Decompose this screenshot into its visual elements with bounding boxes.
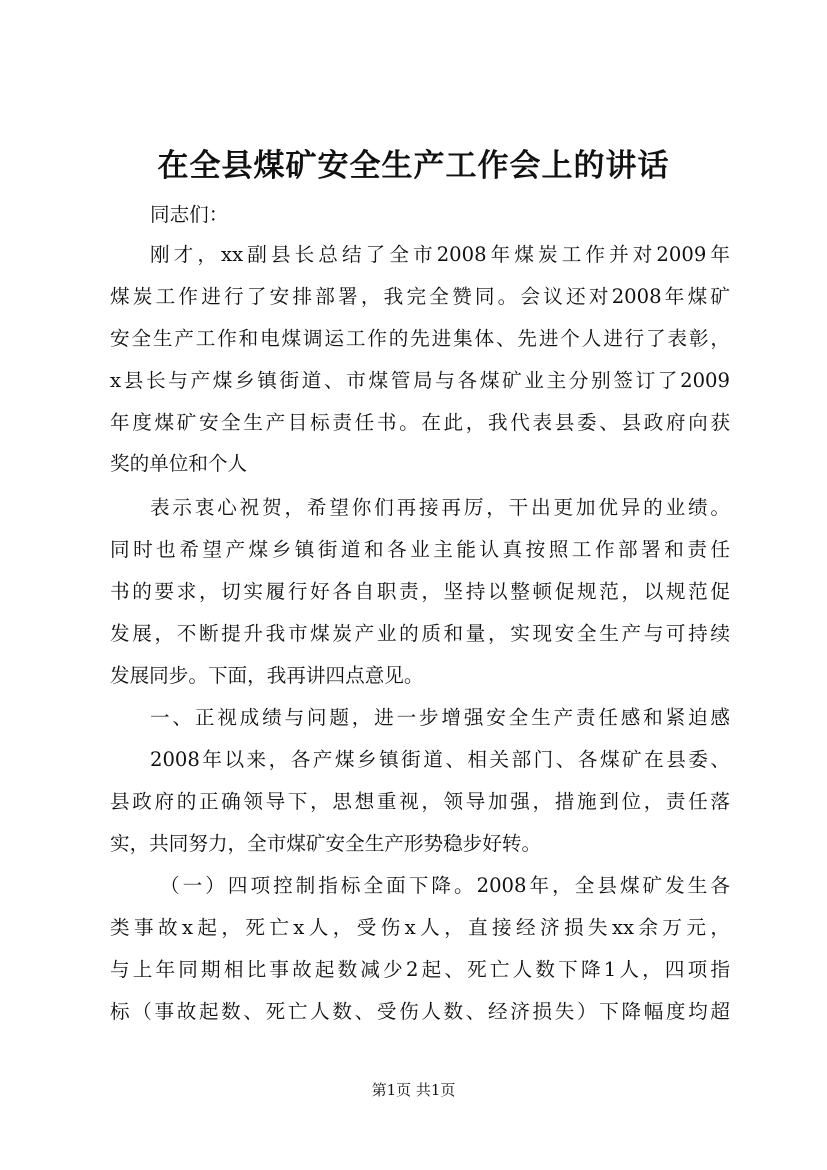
body-line: 刚才，xx副县长总结了全市2008年煤炭工作并对2009年 (150, 243, 730, 266)
body-line: 同时也希望产煤乡镇街道和各业主能认真按照工作部署和责任 (110, 538, 730, 561)
body-line: 发展，不断提升我市煤炭产业的质和量，实现安全生产与可持续 (110, 622, 730, 645)
subsection-line: （一）四项控制指标全面下降。2008年，全县煤矿发生各 (160, 874, 730, 897)
body-line: 实，共同努力，全市煤矿安全生产形势稳步好转。 (110, 832, 542, 855)
body-line: 标（事故起数、死亡人数、受伤人数、经济损失）下降幅度均超 (110, 1000, 730, 1023)
body-line: 安全生产工作和电煤调运工作的先进集体、先进个人进行了表彰， (110, 327, 730, 350)
body-line: 书的要求，切实履行好各自职责，坚持以整顿促规范，以规范促 (110, 580, 730, 603)
document-title: 在全县煤矿安全生产工作会上的讲话 (157, 148, 670, 184)
body-line: 发展同步。下面，我再讲四点意见。 (110, 664, 424, 687)
body-line: 类事故x起，死亡x人，受伤x人，直接经济损失xx余万元， (110, 916, 730, 939)
body-line: 与上年同期相比事故起数减少2起、死亡人数下降1人，四项指 (110, 958, 730, 981)
page-number: 第1页 共1页 (371, 1081, 456, 1099)
body-line: 奖的单位和个人 (110, 452, 248, 475)
salutation: 同志们： (150, 203, 229, 226)
body-line: 县政府的正确领导下，思想重视，领导加强，措施到位，责任落 (110, 790, 730, 813)
body-line: 年度煤矿安全生产目标责任书。在此，我代表县委、县政府向获 (110, 411, 730, 434)
section-heading: 一、正视成绩与问题，进一步增强安全生产责任感和紧迫感 (150, 706, 730, 729)
body-line: 表示衷心祝贺，希望你们再接再厉，干出更加优异的业绩。 (150, 496, 730, 519)
body-line: 2008年以来，各产煤乡镇街道、相关部门、各煤矿在县委、 (150, 748, 730, 771)
body-line: 煤炭工作进行了安排部署，我完全赞同。会议还对2008年煤矿 (110, 285, 730, 308)
body-line: x县长与产煤乡镇街道、市煤管局与各煤矿业主分别签订了2009 (110, 369, 730, 392)
